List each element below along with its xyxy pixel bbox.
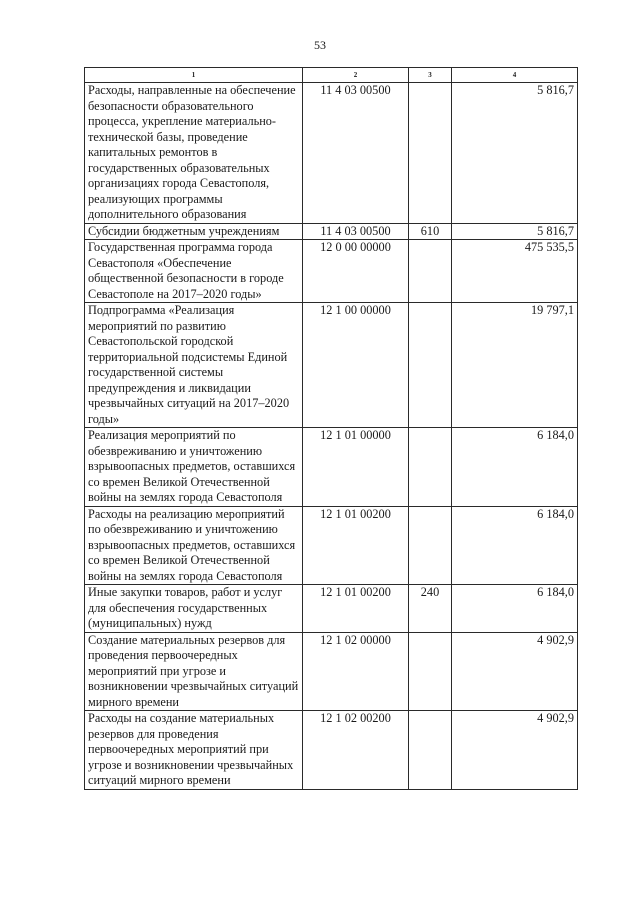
- page-number: 53: [314, 38, 326, 52]
- row-code: 12 1 02 00000: [303, 632, 409, 711]
- row-name: Расходы на создание материальных резервов для проведения первоочередных мероприятий при угрозе и возникновении чрезвычайных ситуаций мирного времени: [85, 711, 303, 790]
- row-kvr: [409, 240, 452, 303]
- table-row: [85, 428, 578, 507]
- table-row: [85, 303, 578, 428]
- budget-table: [84, 67, 578, 790]
- row-code: 12 1 01 00200: [303, 506, 409, 585]
- row-amount: 6 184,0: [452, 585, 578, 633]
- row-kvr: 610: [409, 223, 452, 240]
- table-row: [85, 585, 578, 633]
- column-header-4: 4: [452, 68, 578, 83]
- row-code: 12 0 00 00000: [303, 240, 409, 303]
- row-name: Создание материальных резервов для проведения первоочередных мероприятий при угрозе и возникновении чрезвычайных ситуаций мирного времени: [85, 632, 303, 711]
- row-amount: 19 797,1: [452, 303, 578, 428]
- row-name: Государственная программа города Севастополя «Обеспечение общественной безопасности в городе Севастополе на 2017–2020 годы»: [85, 240, 303, 303]
- column-header-1: 1: [85, 68, 303, 83]
- row-amount: 475 535,5: [452, 240, 578, 303]
- row-kvr: [409, 632, 452, 711]
- row-amount: 6 184,0: [452, 428, 578, 507]
- row-name: Подпрограмма «Реализация мероприятий по развитию Севастопольской городской территориальной подсистемы Единой государственной системы предупреждения и ликвидации чрезвычайных ситуаций на 2017–2020 годы»: [85, 303, 303, 428]
- row-amount: 5 816,7: [452, 83, 578, 224]
- column-header-2: 2: [303, 68, 409, 83]
- row-name: Иные закупки товаров, работ и услуг для обеспечения государственных (муниципальных) нужд: [85, 585, 303, 633]
- row-name: Субсидии бюджетным учреждениям: [85, 223, 303, 240]
- row-amount: 4 902,9: [452, 711, 578, 790]
- table-row: [85, 83, 578, 224]
- row-amount: 4 902,9: [452, 632, 578, 711]
- table-row: [85, 240, 578, 303]
- row-code: 12 1 00 00000: [303, 303, 409, 428]
- row-code: 12 1 01 00000: [303, 428, 409, 507]
- row-name: Расходы, направленные на обеспечение безопасности образовательного процесса, укрепление материально-технической базы, проведение капитальных ремонтов в государственных образовательных организациях города Севастополя, реализующих программы дополнительного образования: [85, 83, 303, 224]
- row-amount: 6 184,0: [452, 506, 578, 585]
- row-amount: 5 816,7: [452, 223, 578, 240]
- row-code: 12 1 02 00200: [303, 711, 409, 790]
- row-name: Реализация мероприятий по обезвреживанию и уничтожению взрывоопасных предметов, оставшихся со времен Великой Отечественной войны на землях города Севастополя: [85, 428, 303, 507]
- row-kvr: 240: [409, 585, 452, 633]
- row-name: Расходы на реализацию мероприятий по обезвреживанию и уничтожению взрывоопасных предметов, оставшихся со времен Великой Отечественной войны на землях города Севастополя: [85, 506, 303, 585]
- row-kvr: [409, 711, 452, 790]
- table-row: [85, 711, 578, 790]
- row-kvr: [409, 83, 452, 224]
- table-row: [85, 506, 578, 585]
- header-row: [85, 68, 578, 83]
- table-row: [85, 632, 578, 711]
- table-row: [85, 223, 578, 240]
- row-kvr: [409, 303, 452, 428]
- row-code: 11 4 03 00500: [303, 223, 409, 240]
- row-kvr: [409, 428, 452, 507]
- row-code: 11 4 03 00500: [303, 83, 409, 224]
- row-kvr: [409, 506, 452, 585]
- row-code: 12 1 01 00200: [303, 585, 409, 633]
- column-header-3: 3: [409, 68, 452, 83]
